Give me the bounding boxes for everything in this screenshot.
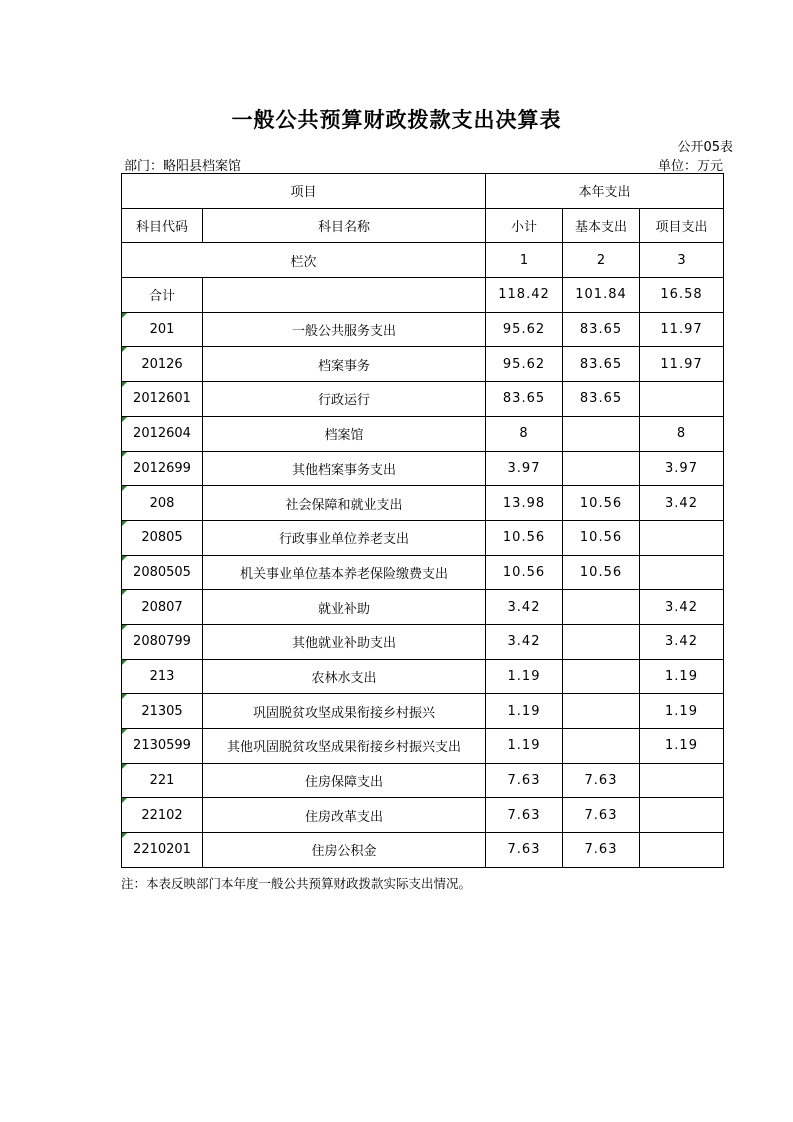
row-name: 巩固脱贫攻坚成果衔接乡村振兴	[203, 694, 486, 729]
table-row	[122, 729, 724, 764]
header-project-expenditure: 项目支出	[640, 208, 724, 243]
row-name: 农林水支出	[203, 659, 486, 694]
row-name: 住房保障支出	[203, 763, 486, 798]
row-project: 1.19	[640, 729, 724, 764]
table-row	[122, 416, 724, 451]
row-project: 3.97	[640, 451, 724, 486]
row-basic	[563, 694, 640, 729]
table-row	[122, 833, 724, 868]
header-name: 科目名称	[203, 208, 486, 243]
row-name: 档案馆	[203, 416, 486, 451]
total-project: 16.58	[640, 278, 724, 313]
total-name-cell	[203, 278, 486, 313]
row-subtotal: 95.62	[486, 347, 563, 382]
row-subtotal: 1.19	[486, 694, 563, 729]
row-project: 3.42	[640, 624, 724, 659]
row-subtotal: 13.98	[486, 486, 563, 521]
row-subtotal: 3.97	[486, 451, 563, 486]
table-row	[122, 451, 724, 486]
row-project: 11.97	[640, 347, 724, 382]
header-subtotal: 小计	[486, 208, 563, 243]
row-basic: 83.65	[563, 312, 640, 347]
row-basic: 7.63	[563, 833, 640, 868]
total-label: 合计	[122, 278, 203, 313]
column-number-row	[122, 243, 724, 278]
row-name: 住房公积金	[203, 833, 486, 868]
row-subtotal: 83.65	[486, 382, 563, 417]
column-number-1: 1	[486, 243, 563, 278]
row-subtotal: 1.19	[486, 659, 563, 694]
row-subtotal: 95.62	[486, 312, 563, 347]
row-basic	[563, 624, 640, 659]
header-basic: 基本支出	[563, 208, 640, 243]
table-row	[122, 347, 724, 382]
row-code: 221	[122, 763, 203, 798]
row-code: 2012699	[122, 451, 203, 486]
row-code: 2012604	[122, 416, 203, 451]
unit-label: 单位：万元	[657, 159, 723, 174]
column-number-label: 栏次	[122, 243, 486, 278]
row-name: 行政运行	[203, 382, 486, 417]
row-project	[640, 520, 724, 555]
row-project: 1.19	[640, 659, 724, 694]
header-row-2	[122, 208, 724, 243]
header-row-1	[122, 174, 724, 209]
table-row	[122, 659, 724, 694]
row-project: 11.97	[640, 312, 724, 347]
header-project: 项目	[122, 174, 486, 209]
column-number-3: 3	[640, 243, 724, 278]
row-subtotal: 8	[486, 416, 563, 451]
table-row	[122, 555, 724, 590]
row-project	[640, 833, 724, 868]
row-code: 2080505	[122, 555, 203, 590]
row-subtotal: 7.63	[486, 763, 563, 798]
row-code: 201	[122, 312, 203, 347]
expenditure-table	[121, 173, 724, 868]
row-basic	[563, 729, 640, 764]
row-basic: 83.65	[563, 347, 640, 382]
row-code: 20805	[122, 520, 203, 555]
table-row	[122, 694, 724, 729]
row-basic: 7.63	[563, 798, 640, 833]
row-basic: 10.56	[563, 520, 640, 555]
table-row	[122, 590, 724, 625]
table-row	[122, 312, 724, 347]
column-number-2: 2	[563, 243, 640, 278]
row-code: 208	[122, 486, 203, 521]
row-code: 20807	[122, 590, 203, 625]
header-current-year: 本年支出	[486, 174, 724, 209]
row-code: 2210201	[122, 833, 203, 868]
total-basic: 101.84	[563, 278, 640, 313]
row-name: 就业补助	[203, 590, 486, 625]
row-project	[640, 555, 724, 590]
row-name: 其他就业补助支出	[203, 624, 486, 659]
row-basic	[563, 416, 640, 451]
row-code: 21305	[122, 694, 203, 729]
header-code: 科目代码	[122, 208, 203, 243]
row-basic: 83.65	[563, 382, 640, 417]
row-name: 社会保障和就业支出	[203, 486, 486, 521]
table-row	[122, 486, 724, 521]
row-project: 3.42	[640, 486, 724, 521]
row-project	[640, 763, 724, 798]
row-project: 1.19	[640, 694, 724, 729]
row-subtotal: 3.42	[486, 624, 563, 659]
total-row	[122, 278, 724, 313]
row-subtotal: 1.19	[486, 729, 563, 764]
row-code: 20126	[122, 347, 203, 382]
row-name: 行政事业单位养老支出	[203, 520, 486, 555]
table-row	[122, 624, 724, 659]
row-project: 3.42	[640, 590, 724, 625]
row-name: 住房改革支出	[203, 798, 486, 833]
row-project: 8	[640, 416, 724, 451]
footnote: 注：本表反映部门本年度一般公共预算财政拨款实际支出情况。	[121, 876, 472, 891]
row-name: 其他档案事务支出	[203, 451, 486, 486]
page-title: 一般公共预算财政拨款支出决算表	[231, 108, 562, 132]
table-row	[122, 763, 724, 798]
row-subtotal: 10.56	[486, 555, 563, 590]
table-row	[122, 520, 724, 555]
row-code: 2130599	[122, 729, 203, 764]
row-subtotal: 7.63	[486, 833, 563, 868]
row-code: 2080799	[122, 624, 203, 659]
row-basic: 10.56	[563, 555, 640, 590]
row-name: 一般公共服务支出	[203, 312, 486, 347]
row-project	[640, 382, 724, 417]
row-basic: 7.63	[563, 763, 640, 798]
row-subtotal: 10.56	[486, 520, 563, 555]
row-subtotal: 7.63	[486, 798, 563, 833]
row-name: 档案事务	[203, 347, 486, 382]
row-code: 22102	[122, 798, 203, 833]
total-subtotal: 118.42	[486, 278, 563, 313]
table-row	[122, 382, 724, 417]
row-basic	[563, 590, 640, 625]
department-label: 部门：略阳县档案馆	[124, 159, 242, 174]
row-code: 213	[122, 659, 203, 694]
row-basic	[563, 659, 640, 694]
row-subtotal: 3.42	[486, 590, 563, 625]
row-code: 2012601	[122, 382, 203, 417]
table-row	[122, 798, 724, 833]
row-name: 其他巩固脱贫攻坚成果衔接乡村振兴支出	[203, 729, 486, 764]
form-number: 公开05表	[677, 140, 733, 155]
row-basic: 10.56	[563, 486, 640, 521]
row-basic	[563, 451, 640, 486]
row-name: 机关事业单位基本养老保险缴费支出	[203, 555, 486, 590]
row-project	[640, 798, 724, 833]
